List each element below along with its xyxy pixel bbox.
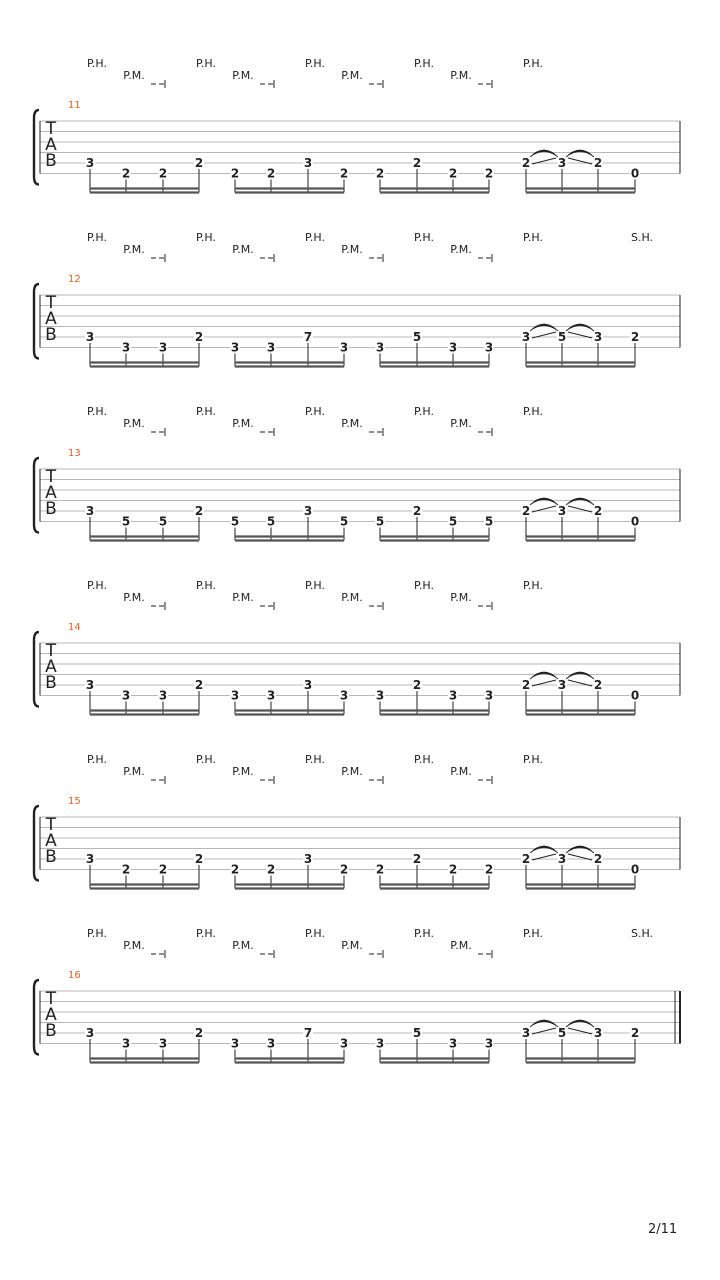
ph-mark: P.H. — [305, 231, 325, 244]
pm-mark: P.M. — [123, 243, 145, 256]
fret-number: 2 — [121, 166, 131, 181]
pm-mark: P.M. — [232, 591, 254, 604]
pm-mark: P.M. — [341, 243, 363, 256]
fret-number: 5 — [375, 514, 385, 529]
fret-number: 3 — [375, 340, 385, 355]
fret-number: 2 — [412, 852, 422, 866]
pm-mark: P.M. — [341, 591, 363, 604]
fret-number: 3 — [85, 156, 95, 170]
ph-mark: P.H. — [305, 753, 325, 766]
pm-mark: P.M. — [232, 243, 254, 256]
fret-number: 3 — [158, 1036, 168, 1051]
tab-system — [34, 57, 680, 193]
ph-mark: P.H. — [87, 927, 107, 940]
fret-number: 2 — [484, 166, 494, 181]
slur-arc — [566, 1020, 594, 1027]
pm-mark: P.M. — [341, 69, 363, 82]
fret-number: 5 — [158, 514, 168, 529]
tab-system — [34, 231, 680, 367]
fret-number: 3 — [303, 504, 313, 518]
fret-number: 2 — [630, 330, 640, 344]
pm-mark: P.M. — [341, 765, 363, 778]
tab-system — [34, 753, 680, 889]
fret-number: 5 — [448, 514, 458, 529]
fret-number: 2 — [521, 156, 531, 170]
fret-number: 3 — [484, 1036, 494, 1051]
fret-number: 0 — [630, 166, 640, 181]
fret-number: 3 — [339, 340, 349, 355]
fret-number: 7 — [303, 330, 313, 344]
ph-mark: P.H. — [87, 231, 107, 244]
fret-number: 3 — [230, 340, 240, 355]
ph-mark: P.H. — [196, 57, 216, 70]
ph-mark: P.H. — [196, 579, 216, 592]
tab-clef-letter: T — [45, 119, 57, 139]
slur-arc — [566, 150, 594, 157]
pm-mark: P.M. — [232, 765, 254, 778]
fret-number: 3 — [375, 688, 385, 703]
ph-mark: P.H. — [87, 57, 107, 70]
fret-number: 2 — [194, 678, 204, 692]
ph-mark: P.H. — [305, 57, 325, 70]
pm-mark: P.M. — [450, 417, 472, 430]
fret-number: 2 — [448, 166, 458, 181]
fret-number: 3 — [121, 1036, 131, 1051]
fret-number: 5 — [266, 514, 276, 529]
pm-mark: P.M. — [450, 69, 472, 82]
fret-number: 5 — [412, 1026, 422, 1040]
fret-number: 3 — [557, 678, 567, 692]
fret-number: 3 — [521, 1026, 531, 1040]
fret-number: 0 — [630, 862, 640, 877]
fret-number: 3 — [448, 688, 458, 703]
ph-mark: P.H. — [305, 927, 325, 940]
fret-number: 7 — [303, 1026, 313, 1040]
ph-mark: P.H. — [414, 231, 434, 244]
tab-system — [34, 405, 680, 541]
fret-number: 5 — [557, 1026, 567, 1040]
system-bracket — [34, 806, 39, 881]
fret-number: 3 — [484, 340, 494, 355]
tab-clef-letter: B — [45, 1021, 57, 1041]
fret-number: 5 — [484, 514, 494, 529]
fret-number: 5 — [339, 514, 349, 529]
system-bracket — [34, 632, 39, 707]
ph-mark: P.H. — [196, 405, 216, 418]
fret-number: 2 — [593, 852, 603, 866]
tab-clef-letter: A — [45, 309, 57, 329]
system-bracket — [34, 284, 39, 359]
fret-number: 3 — [121, 688, 131, 703]
slur-arc — [530, 846, 558, 853]
tab-clef-letter: A — [45, 831, 57, 851]
measure-number: 13 — [68, 448, 81, 459]
fret-number: 3 — [230, 1036, 240, 1051]
ph-mark: P.H. — [196, 927, 216, 940]
pm-mark: P.M. — [450, 243, 472, 256]
tab-clef-letter: A — [45, 1005, 57, 1025]
fret-number: 3 — [266, 1036, 276, 1051]
ph-mark: P.H. — [523, 57, 543, 70]
slur-arc — [566, 846, 594, 853]
ph-mark: P.H. — [87, 579, 107, 592]
page-number: 2/11 — [648, 1222, 678, 1237]
fret-number: 3 — [266, 688, 276, 703]
fret-number: 2 — [230, 166, 240, 181]
fret-number: 2 — [593, 504, 603, 518]
fret-number: 2 — [194, 330, 204, 344]
pm-mark: P.M. — [450, 765, 472, 778]
ph-mark: P.H. — [523, 753, 543, 766]
slur-arc — [530, 1020, 558, 1027]
tab-clef-letter: T — [45, 467, 57, 487]
fret-number: 2 — [266, 862, 276, 877]
pm-mark: P.M. — [232, 69, 254, 82]
ph-mark: P.H. — [87, 753, 107, 766]
measure-number: 14 — [68, 622, 81, 633]
fret-number: 3 — [85, 678, 95, 692]
fret-number: 0 — [630, 688, 640, 703]
fret-number: 2 — [194, 156, 204, 170]
system-bracket — [34, 980, 39, 1055]
pm-mark: P.M. — [123, 591, 145, 604]
fret-number: 0 — [630, 514, 640, 529]
tab-clef-letter: T — [45, 989, 57, 1009]
system-bracket — [34, 458, 39, 533]
fret-number: 2 — [412, 156, 422, 170]
system-bracket — [34, 110, 39, 185]
fret-number: 2 — [412, 678, 422, 692]
tab-clef-letter: T — [45, 815, 57, 835]
tab-clef-letter: B — [45, 673, 57, 693]
fret-number: 5 — [121, 514, 131, 529]
sh-mark: S.H. — [630, 231, 654, 244]
sh-mark: S.H. — [630, 927, 654, 940]
fret-number: 2 — [266, 166, 276, 181]
fret-number: 3 — [484, 688, 494, 703]
fret-number: 2 — [630, 1026, 640, 1040]
fret-number: 3 — [557, 852, 567, 866]
fret-number: 2 — [230, 862, 240, 877]
slur-arc — [566, 672, 594, 679]
tab-clef-letter: T — [45, 641, 57, 661]
ph-mark: P.H. — [87, 405, 107, 418]
ph-mark: P.H. — [414, 57, 434, 70]
fret-number: 2 — [484, 862, 494, 877]
tab-system — [34, 579, 680, 715]
ph-mark: P.H. — [523, 231, 543, 244]
pm-mark: P.M. — [123, 765, 145, 778]
ph-mark: P.H. — [305, 579, 325, 592]
fret-number: 3 — [521, 330, 531, 344]
slur-arc — [566, 324, 594, 331]
tab-clef-letter: B — [45, 847, 57, 867]
fret-number: 2 — [521, 852, 531, 866]
fret-number: 2 — [194, 1026, 204, 1040]
fret-number: 3 — [448, 340, 458, 355]
fret-number: 2 — [521, 678, 531, 692]
ph-mark: P.H. — [414, 753, 434, 766]
measure-number: 15 — [68, 796, 81, 807]
fret-number: 2 — [521, 504, 531, 518]
pm-mark: P.M. — [232, 417, 254, 430]
ph-mark: P.H. — [523, 579, 543, 592]
fret-number: 3 — [303, 156, 313, 170]
tab-clef-letter: A — [45, 657, 57, 677]
tab-clef-letter: A — [45, 135, 57, 155]
ph-mark: P.H. — [414, 579, 434, 592]
ph-mark: P.H. — [196, 231, 216, 244]
tab-clef-letter: B — [45, 499, 57, 519]
fret-number: 3 — [85, 504, 95, 518]
fret-number: 5 — [230, 514, 240, 529]
fret-number: 2 — [158, 166, 168, 181]
fret-number: 3 — [303, 852, 313, 866]
fret-number: 2 — [194, 504, 204, 518]
fret-number: 3 — [266, 340, 276, 355]
tab-clef-letter: B — [45, 151, 57, 171]
tab-clef-letter: A — [45, 483, 57, 503]
pm-mark: P.M. — [450, 939, 472, 952]
pm-mark: P.M. — [341, 939, 363, 952]
fret-number: 2 — [593, 156, 603, 170]
fret-number: 5 — [557, 330, 567, 344]
fret-number: 3 — [85, 330, 95, 344]
fret-number: 3 — [448, 1036, 458, 1051]
ph-mark: P.H. — [523, 405, 543, 418]
ph-mark: P.H. — [414, 927, 434, 940]
pm-mark: P.M. — [450, 591, 472, 604]
fret-number: 3 — [303, 678, 313, 692]
fret-number: 2 — [339, 862, 349, 877]
slur-arc — [566, 498, 594, 505]
slur-arc — [530, 150, 558, 157]
tab-system — [34, 927, 680, 1063]
fret-number: 3 — [85, 1026, 95, 1040]
tab-clef-letter: B — [45, 325, 57, 345]
tab-clef-letter: T — [45, 293, 57, 313]
fret-number: 3 — [593, 330, 603, 344]
fret-number: 3 — [121, 340, 131, 355]
fret-number: 2 — [593, 678, 603, 692]
fret-number: 3 — [339, 1036, 349, 1051]
fret-number: 3 — [85, 852, 95, 866]
fret-number: 2 — [339, 166, 349, 181]
measure-number: 16 — [68, 970, 81, 981]
fret-number: 3 — [230, 688, 240, 703]
pm-mark: P.M. — [123, 69, 145, 82]
ph-mark: P.H. — [196, 753, 216, 766]
fret-number: 2 — [375, 862, 385, 877]
ph-mark: P.H. — [523, 927, 543, 940]
slur-arc — [530, 672, 558, 679]
fret-number: 3 — [158, 688, 168, 703]
pm-mark: P.M. — [123, 417, 145, 430]
fret-number: 3 — [593, 1026, 603, 1040]
ph-mark: P.H. — [305, 405, 325, 418]
fret-number: 3 — [557, 156, 567, 170]
pm-mark: P.M. — [123, 939, 145, 952]
fret-number: 3 — [339, 688, 349, 703]
fret-number: 3 — [557, 504, 567, 518]
fret-number: 2 — [158, 862, 168, 877]
fret-number: 2 — [194, 852, 204, 866]
slur-arc — [530, 324, 558, 331]
slur-arc — [530, 498, 558, 505]
measure-number: 12 — [68, 274, 81, 285]
ph-mark: P.H. — [414, 405, 434, 418]
fret-number: 2 — [121, 862, 131, 877]
fret-number: 2 — [375, 166, 385, 181]
fret-number: 3 — [375, 1036, 385, 1051]
pm-mark: P.M. — [232, 939, 254, 952]
fret-number: 2 — [412, 504, 422, 518]
fret-number: 5 — [412, 330, 422, 344]
pm-mark: P.M. — [341, 417, 363, 430]
measure-number: 11 — [68, 100, 81, 111]
fret-number: 2 — [448, 862, 458, 877]
fret-number: 3 — [158, 340, 168, 355]
